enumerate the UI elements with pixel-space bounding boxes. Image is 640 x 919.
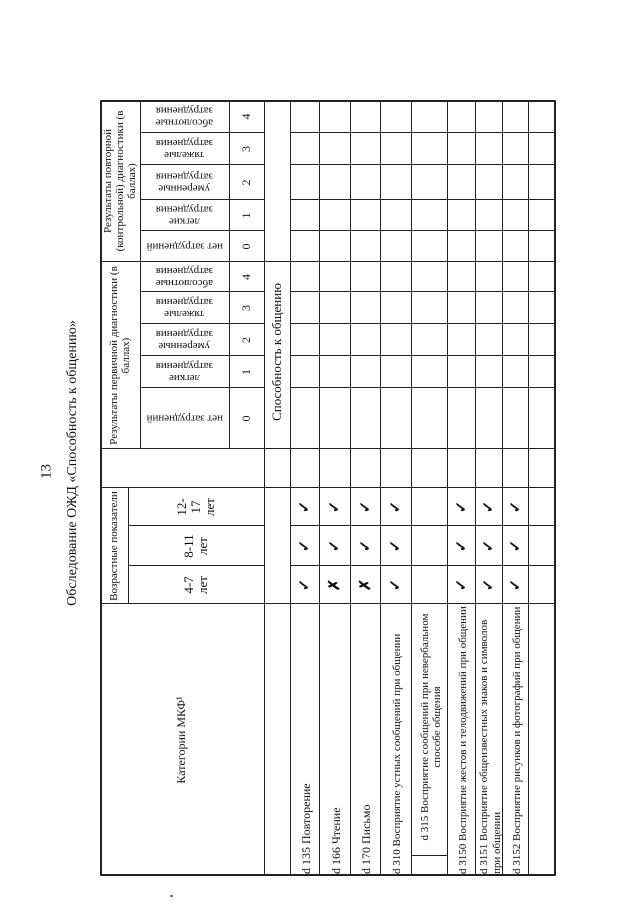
- age-mark-1-0: ✗: [327, 578, 343, 592]
- vline-body-7: [290, 199, 556, 200]
- row-label-3: d 310 Восприятие устных сообщений при общении: [391, 633, 404, 874]
- scan-speck: [170, 895, 173, 897]
- repeat-level-label-4: абсолютные затруднения: [155, 104, 214, 129]
- repeat-score-4: 4: [238, 113, 253, 120]
- age-header-1: 8-11 лет: [180, 534, 210, 558]
- row-label-1: d 166 Чтение: [328, 807, 343, 874]
- age-mark-0-1: ✓: [297, 539, 313, 553]
- repeat-score-2: 2: [238, 179, 253, 186]
- primary-level-label-3: тяжелые затруднения: [155, 296, 214, 321]
- age-mark-1-2: ✓: [327, 500, 343, 514]
- age-mark-3-2: ✓: [388, 500, 404, 514]
- row-label-4: d 315 Восприятие сообщений при невербальном способе общения: [418, 613, 443, 841]
- age-mark-1-1: ✓: [327, 539, 343, 553]
- repeat-score-1: 1: [238, 212, 253, 219]
- age-header-0: 4-7 лет: [180, 576, 210, 594]
- row-label-7: d 3152 Восприятие рисунков и фотографий при общении: [510, 606, 523, 874]
- row-label-6: d 3151 Восприятие общеизвестных знаков и символов при общении: [478, 619, 503, 874]
- document-title: Обследование ОЖД «Способность к общению»: [65, 320, 80, 606]
- vline-body-2: [290, 387, 556, 388]
- repeat-score-3: 3: [238, 146, 253, 152]
- age-mark-7-2: ✓: [507, 500, 524, 514]
- age-mark-0-2: ✓: [297, 500, 313, 514]
- age-mark-5-0: ✓: [453, 578, 470, 592]
- primary-diagnostics-header: Результаты первичной диагностики (в баллах): [107, 266, 132, 445]
- primary-level-label-2: умеренные затруднения: [155, 328, 214, 353]
- age-mark-4-2: [411, 488, 447, 526]
- primary-level-label-4: абсолютные затруднения: [155, 265, 214, 290]
- age-mark-2-1: ✓: [357, 539, 374, 553]
- page-number: 13: [38, 464, 55, 479]
- age-mark-7-0: ✓: [507, 578, 524, 592]
- primary-score-4: 4: [238, 274, 253, 280]
- row-label-0: d 135 Повторение: [298, 783, 313, 874]
- age-mark-5-1: ✓: [453, 539, 470, 553]
- primary-level-label-0: нет затруднений: [146, 412, 223, 425]
- vline-body-4: [290, 323, 556, 324]
- row-label-5: d 3150 Восприятие жестов и телодвижений при общении: [456, 606, 469, 874]
- age-mark-5-2: ✓: [453, 500, 470, 514]
- age-group-header: Возрастные показатели: [107, 491, 120, 601]
- age-mark-3-0: ✓: [388, 578, 404, 592]
- vline-body-3: [290, 355, 556, 356]
- repeat-level-label-2: умеренные затруднения: [155, 170, 214, 195]
- primary-score-2: 2: [238, 337, 253, 343]
- table-border-bottom: [554, 100, 556, 876]
- age-mark-6-2: ✓: [481, 500, 497, 514]
- age-mark-0-0: ✓: [297, 578, 313, 592]
- primary-level-label-1: легкие затруднения: [155, 360, 214, 385]
- repeat-level-label-3: тяжелые затруднения: [155, 137, 214, 162]
- age-header-2: 12-17 лет: [173, 498, 218, 516]
- primary-score-0: 0: [238, 415, 253, 422]
- repeat-diagnostics-header: Результаты повторной (контрольной) диагностики (в баллах): [101, 110, 139, 252]
- vline-body-9: [290, 132, 556, 133]
- repeat-score-0: 0: [238, 243, 253, 250]
- age-mark-6-0: ✓: [481, 578, 497, 592]
- vline-body-6: [290, 230, 556, 231]
- age-mark-2-2: ✓: [357, 500, 374, 514]
- assessment-table: [100, 100, 556, 876]
- age-mark-4-0: [411, 566, 447, 604]
- row-label-2: d 170 Письмо: [359, 804, 374, 874]
- primary-score-3: 3: [238, 305, 253, 311]
- age-mark-4-1: [411, 526, 447, 566]
- category-header: Категории МКФ¹: [174, 696, 189, 784]
- vline-indent: [411, 855, 447, 856]
- age-mark-2-0: ✗: [357, 578, 374, 592]
- primary-score-1: 1: [238, 369, 253, 375]
- repeat-level-label-1: легкие затруднения: [155, 203, 214, 228]
- section-label: Способность к общению: [268, 283, 284, 421]
- age-mark-3-1: ✓: [388, 539, 404, 553]
- vline-body-8: [290, 164, 556, 165]
- age-mark-6-1: ✓: [481, 539, 497, 553]
- repeat-level-label-0: нет затруднений: [146, 240, 223, 253]
- age-mark-7-1: ✓: [507, 539, 524, 553]
- vline-body-5: [290, 291, 556, 292]
